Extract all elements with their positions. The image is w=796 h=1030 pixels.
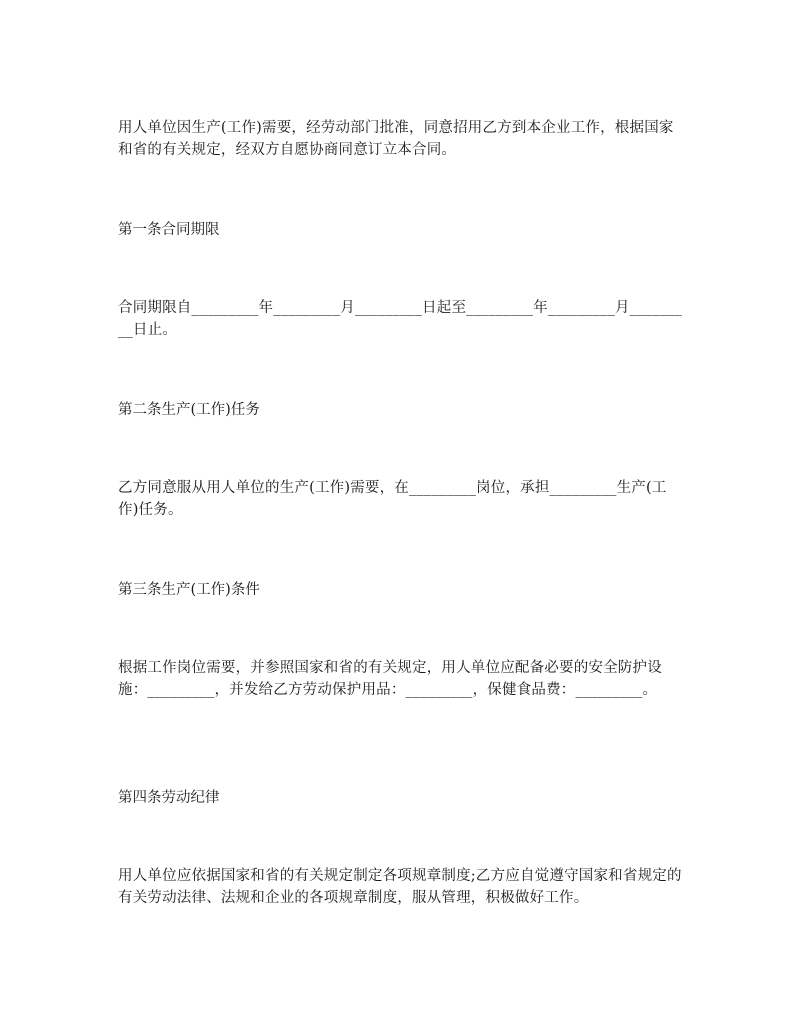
section-body-3: 根据工作岗位需要，并参照国家和省的有关规定，用人单位应配备必要的安全防护设施：_________，并发给乙方劳动保护用品：_________，保健食品费：_________。 [118,660,662,698]
intro-paragraph: 用人单位因生产(工作)需要，经劳动部门批准，同意招用乙方到本企业工作，根据国家和省的有关规定，经双方自愿协商同意订立本合同。 [118,120,674,158]
section-body-4: 用人单位应依据国家和省的有关规定制定各项规章制度;乙方应自觉遵守国家和省规定的有关劳动法律、法规和企业的各项规章制度，服从管理，积极做好工作。 [118,868,682,906]
section-heading-4: 第四条劳动纪律 [118,790,220,806]
section-heading-3: 第三条生产(工作)条件 [118,582,260,598]
section-heading-2: 第二条生产(工作)任务 [118,402,260,418]
section-body-1: 合同期限自_________年_________月_________日起至_________年_________月_________日止。 [118,300,682,338]
section-heading-1: 第一条合同期限 [118,222,220,238]
section-body-2: 乙方同意服从用人单位的生产(工作)需要，在_________岗位，承担_________生产(工作)任务。 [118,480,667,518]
